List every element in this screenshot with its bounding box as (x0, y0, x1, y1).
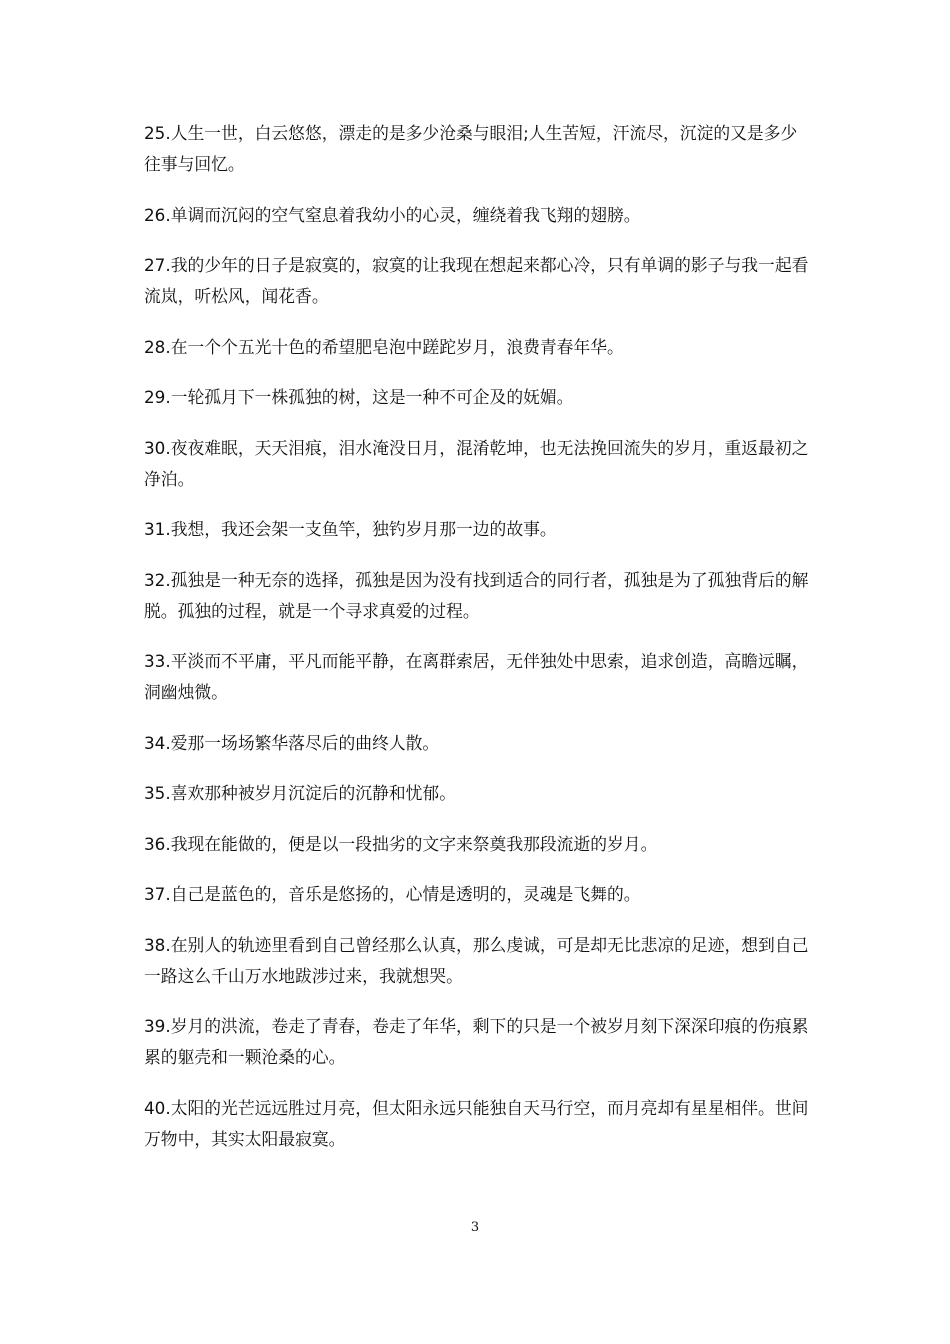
paragraph-37: 37.自己是蓝色的，音乐是悠扬的，心情是透明的，灵魂是飞舞的。 (144, 884, 641, 904)
paragraph-26: 26.单调而沉闷的空气窒息着我幼小的心灵，缠绕着我飞翔的翅膀。 (144, 204, 641, 225)
paragraph-27: 27.我的少年的日子是寂寞的，寂寞的让我现在想起来都心冷，只有单调的影子与我一起看流岚，听松风，闻花香。 (144, 255, 809, 306)
page-number: 3 (470, 1220, 480, 1235)
paragraph-34: 34.爱那一场场繁华落尽后的曲终人散。 (144, 732, 440, 753)
paragraph-35: 35.喜欢那种被岁月沉淀后的沉静和忧郁。 (144, 783, 456, 803)
document-body (144, 118, 814, 1174)
paragraph-40: 40.太阳的光芒远远胜过月亮，但太阳永远只能独自天马行空，而月亮却有星星相伴。世间万物中，其实太阳最寂寞。 (144, 1097, 809, 1149)
paragraph-25: 25.人生一世，白云悠悠，漂走的是多少沧桑与眼泪;人生苦短，汗流尽，沉淀的又是多少往事与回忆。 (144, 123, 798, 174)
paragraph-29: 29.一轮孤月下一株孤独的树，这是一种不可企及的妩媚。 (144, 387, 574, 407)
paragraph-28: 28.在一个个五光十色的希望肥皂泡中蹉跎岁月，浪费青春年华。 (144, 336, 624, 357)
paragraph-39: 39.岁月的洪流，卷走了青春，卷走了年华，剩下的只是一个被岁月刻下深深印痕的伤痕累累的躯壳和一颗沧桑的心。 (144, 1016, 809, 1067)
paragraph-32: 32.孤独是一种无奈的选择，孤独是因为没有找到适合的同行者，孤独是为了孤独背后的解脱。孤独的过程，就是一个寻求真爱的过程。 (144, 569, 809, 621)
paragraph-30: 30.夜夜难眠，天天泪痕，泪水淹没日月，混淆乾坤，也无法挽回流失的岁月，重返最初之净泊。 (144, 437, 809, 489)
paragraph-33: 33.平淡而不平庸，平凡而能平静，在离群索居，无伴独处中思索，追求创造，高瞻远瞩，洞幽烛微。 (144, 651, 809, 702)
paragraph-31: 31.我想，我还会架一支鱼竿，独钓岁月那一边的故事。 (144, 519, 557, 539)
paragraph-36: 36.我现在能做的，便是以一段拙劣的文字来祭奠我那段流逝的岁月。 (144, 833, 658, 854)
paragraph-38: 38.在别人的轨迹里看到自己曾经那么认真，那么虔诚，可是却无比悲凉的足迹，想到自己一路这么千山万水地跋涉过来，我就想哭。 (144, 934, 809, 986)
